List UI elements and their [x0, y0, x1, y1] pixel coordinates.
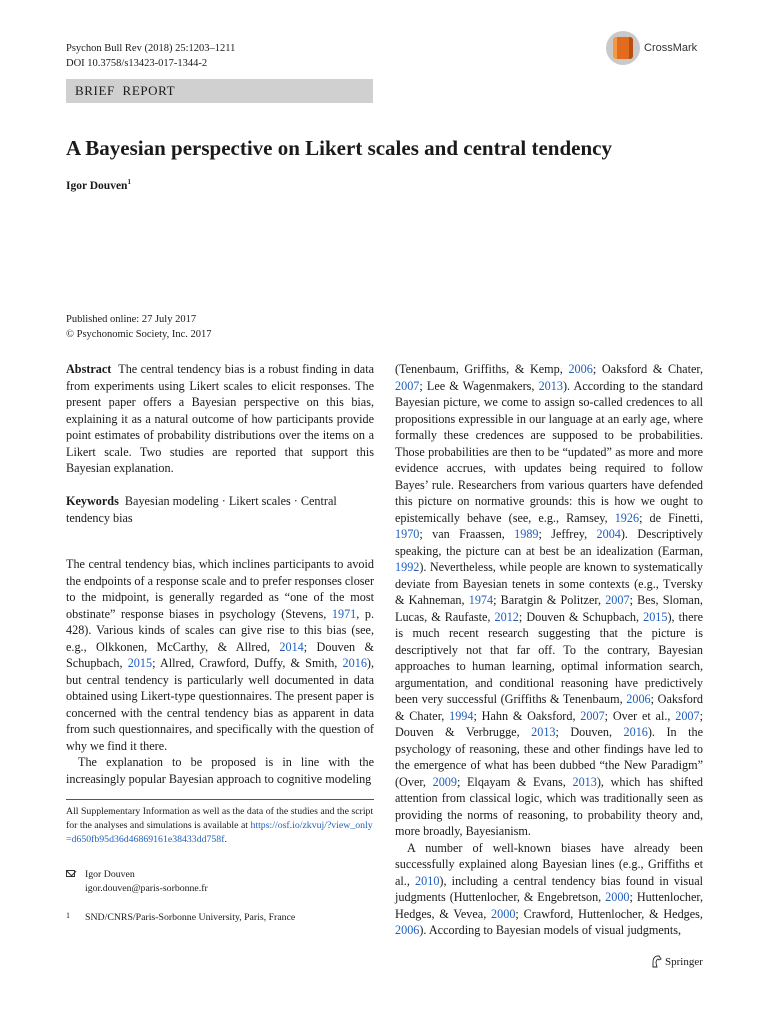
citation-link[interactable]: 2007	[580, 708, 605, 723]
citation-link[interactable]: 2010	[415, 873, 440, 888]
citation-link[interactable]: 2000	[491, 906, 516, 921]
citation-link[interactable]: 2007	[675, 708, 700, 723]
citation-link[interactable]: 1971	[331, 606, 357, 621]
publisher-name: Springer	[665, 955, 703, 968]
citation-link[interactable]: 1926	[614, 510, 640, 525]
introduction	[66, 556, 374, 787]
citation-link[interactable]: 2015	[127, 656, 153, 670]
body-paragraph-2: A number of well-known biases have already been successfully explained along Bayesian lines (e.g., Griffiths et al., 2010), including a central tendency bias found in visual judgments (Huttenlocher, & Engebretson, 2000; Huttenlocher, Hedges, & Vevea, 2000; Crawford, Huttenlocher, & Hedges, 2006). According to Bayesian models of visual judgments,	[395, 840, 703, 937]
right-column	[395, 361, 703, 939]
citation-link[interactable]: 2013	[572, 774, 597, 789]
author-affil-marker: 1	[127, 178, 131, 186]
author	[66, 178, 131, 192]
citation-link[interactable]: 2013	[538, 378, 563, 393]
article-title: A Bayesian perspective on Likert scales and central tendency	[66, 136, 612, 160]
journal-citation: Psychon Bull Rev (2018) 25:1203–1211	[66, 43, 236, 54]
citation-link[interactable]: 2006	[568, 362, 593, 376]
section-label: BRIEF REPORT	[66, 79, 373, 103]
publisher-logo	[651, 955, 703, 968]
citation-link[interactable]: 2009	[432, 774, 457, 789]
citation-link[interactable]: 2006	[395, 923, 420, 937]
footnote-divider	[66, 799, 374, 800]
citation-link[interactable]: 2016	[342, 656, 367, 670]
citation-link[interactable]: 2007	[605, 593, 630, 607]
citation-link[interactable]: 2015	[643, 609, 668, 624]
citation-link[interactable]: 1989	[514, 527, 539, 541]
crossmark-icon	[606, 31, 640, 65]
citation-link[interactable]: 2006	[626, 692, 651, 706]
osf-link[interactable]: https://osf.io/zkvuj/?view_only=d650fb95d36d46869161e38433dd758f	[66, 820, 373, 845]
intro-paragraph-1: The central tendency bias, which inclines participants to avoid the endpoints of a response scale and to prefer responses closer to the midpoint, is generally regarded as “one of the most obstinate” response biases in psychology (Stevens, 1971, p. 428). Various kinds of scales can give rise to this bias (see, e.g., Olkkonen, McCarthy, & Allred, 2014; Douven & Schupbach, 2015; Allred, Crawford, Duffy, & Smith, 2016), but central tendency is particularly well documented in data obtained using Likert-type questionnaires. The present paper is concerned with the central tendency bias as apparent in data from such questionnaires, and specifically with the question of why we find it there.	[66, 557, 375, 753]
author-name[interactable]: Igor Douven	[66, 179, 128, 192]
contact-email[interactable]: igor.douven@paris-sorbonne.fr	[85, 883, 208, 894]
publication-info	[66, 312, 366, 342]
keywords	[66, 493, 374, 526]
citation-link[interactable]: 1994	[449, 708, 474, 723]
citation-link[interactable]: 2014	[279, 639, 304, 654]
published-date: Published online: 27 July 2017	[66, 314, 197, 325]
affiliation	[66, 911, 374, 925]
citation-link[interactable]: 1974	[468, 593, 494, 607]
keywords-label: Keywords	[66, 494, 119, 508]
citation-link[interactable]: 2000	[605, 890, 630, 904]
citation-link[interactable]: 2004	[596, 527, 621, 541]
body-paragraph-continued: (Tenenbaum, Griffiths, & Kemp, 2006; Oaksford & Chater, 2007; Lee & Wagenmakers, 2013). According to the standard Bayesian picture, we come to assign so-called credences to all propositions expressible in our language at an early age, where formally these credences are supposed to be probabilities. Those probabilities are then to be “updated” as more and more evidence accrues, with updates being required to follow Bayes’ rule. Researchers from various quarters have defended this picture on normative grounds: this is how we ought to epistemically behave (see, e.g., Ramsey, 1926; de Finetti, 1970; van Fraassen, 1989; Jeffrey, 2004). Descriptively speaking, the picture can at best be an idealization (Earman, 1992). Nevertheless, while people are known to systematically deviate from Bayesian tenets in some contexts (e.g., Tversky & Kahneman, 1974; Baratgin & Politzer, 2007; Bes, Sloman, Lucas, & Raufaste, 2012; Douven & Schupbach, 2015), there is much recent research suggesting that the picture is descriptively not that far off. To the contrary, Bayesian approaches to human learning, optimal information search, argumentation, and conditional reasoning have predictively been very successful (Griffiths & Tenenbaum, 2006; Oaksford & Chater, 1994; Hahn & Oaksford, 2007; Over et al., 2007; Douven & Verbrugge, 2013; Douven, 2016). In the psychology of reasoning, these and other findings have led to the emergence of what has been dubbed “the New Paradigm” (Over, 2009; Elqayam & Evans, 2013), which has shifted attention from classical logic, which was traditionally seen as providing the norms of reasoning, to probability theory and, more broadly, Bayesianism.	[395, 362, 704, 838]
citation-link[interactable]: 1992	[395, 560, 420, 574]
abstract-label: Abstract	[66, 362, 112, 376]
citation-link[interactable]: 1970	[395, 527, 420, 541]
abstract-text: The central tendency bias is a robust finding in data from experiments using Likert scales to elicit responses. The present paper offers a Bayesian perspective on this bias, explaining it as a natural outcome of how participants provide point estimates of probability distributions over the items on a Likert scale. Two studies are reported that support this Bayesian explanation.	[66, 362, 375, 475]
affiliation-text: SND/CNRS/Paris-Sorbonne University, Paris, France	[85, 912, 296, 923]
header-meta	[66, 41, 386, 71]
crossmark-badge[interactable]	[606, 31, 716, 67]
affiliation-number: 1	[66, 911, 70, 920]
contact-block	[66, 868, 374, 896]
citation-link[interactable]: 2007	[395, 378, 420, 393]
springer-horse-icon	[651, 955, 662, 968]
crossmark-label: CrossMark	[644, 42, 698, 54]
copyright: © Psychonomic Society, Inc. 2017	[66, 329, 212, 340]
doi: DOI 10.3758/s13423-017-1344-2	[66, 58, 208, 69]
contact-name: Igor Douven	[85, 869, 135, 880]
citation-link[interactable]: 2013	[531, 725, 556, 739]
envelope-icon	[66, 870, 75, 877]
intro-paragraph-2: The explanation to be proposed is in line with the increasingly popular Bayesian approach to cognitive modeling	[66, 755, 374, 786]
citation-link[interactable]: 2012	[494, 609, 519, 624]
citation-link[interactable]: 2016	[623, 725, 648, 739]
keywords-text: Bayesian modeling · Likert scales · Central tendency bias	[66, 494, 337, 525]
abstract	[66, 361, 374, 477]
footnote: All Supplementary Information as well as the data of the studies and the script for the analyses and simulations is available at https://osf.io/zkvuj/?view_only=d650fb95d36d46869161e38433dd758f.	[66, 806, 374, 845]
